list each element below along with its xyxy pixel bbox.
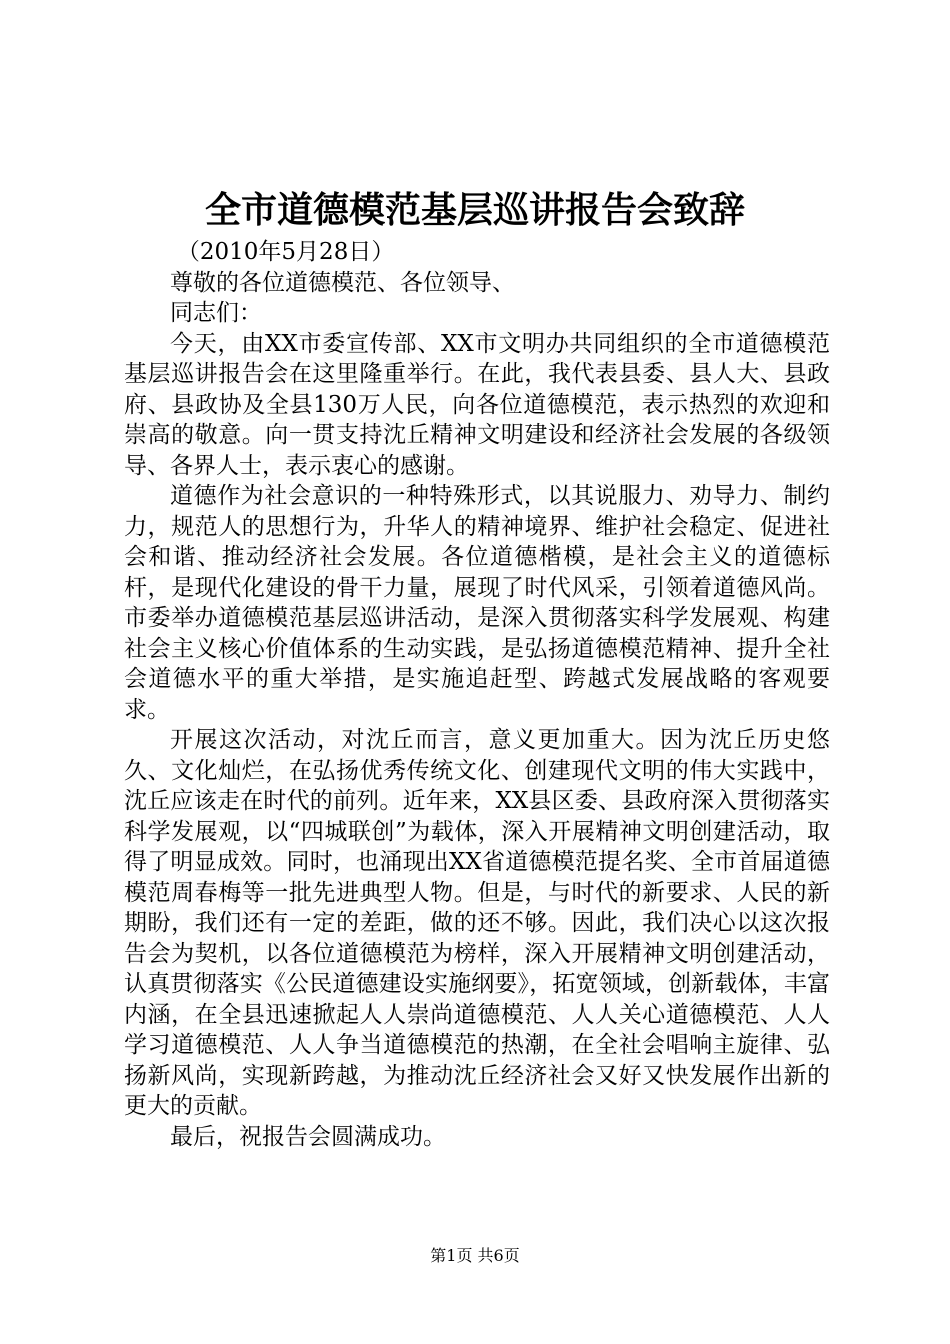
salutation-line-2: 同志们： — [170, 300, 262, 326]
paragraph-1: 今天，由XX市委宣传部、XX市文明办共同组织的全市道德模范基层巡讲报告会在这里隆重举行。在此，我代表县委、县人大、县政府、县政协及全县130万人民，向各位道德模范，表示热烈的欢迎和崇高的敬意。向一贯支持沈丘精神文明建设和经济社会发展的各级领导、各界人士，表示衷心的感谢。 — [124, 330, 830, 479]
paragraph-4: 最后，祝报告会圆满成功。 — [170, 1123, 446, 1150]
paragraph-3: 开展这次活动，对沈丘而言，意义更加重大。因为沈丘历史悠久、文化灿烂，在弘扬优秀传统文化、创建现代文明的伟大实践中，沈丘应该走在时代的前列。近年来，XX县区委、县政府深入贯彻落实科学发展观，以“四城联创”为载体，深入开展精神文明创建活动，取得了明显成效。同时，也涌现出XX省道德模范提名奖、全市首届道德模范周春梅等一批先进典型人物。但是，与时代的新要求、人民的新期盼，我们还有一定的差距，做的还不够。因此，我们决心以这次报告会为契机，以各位道德模范为榜样，深入开展精神文明创建活动，认真贯彻落实《公民道德建设实施纲要》，拓宽领域，创新载体，丰富内涵，在全县迅速掀起人人崇尚道德模范、人人关心道德模范、人人学习道德模范、人人争当道德模范的热潮，在全社会唱响主旋律、弘扬新风尚，实现新跨越，为推动沈丘经济社会又好又快发展作出新的更大的贡献。 — [124, 727, 830, 1119]
paragraph-2: 道德作为社会意识的一种特殊形式，以其说服力、劝导力、制约力，规范人的思想行为，升华人的精神境界、维护社会稳定、促进社会和谐、推动经济社会发展。各位道德楷模，是社会主义的道德标杆，是现代化建设的骨干力量，展现了时代风采，引领着道德风尚。市委举办道德模范基层巡讲活动，是深入贯彻落实科学发展观、构建社会主义核心价值体系的生动实践，是弘扬道德模范精神、提升全社会道德水平的重大举措，是实施追赶型、跨越式发展战略的客观要求。 — [124, 483, 830, 723]
document-date: （2010年5月28日） — [176, 239, 395, 265]
document-body — [124, 237, 830, 1152]
document-title: 全市道德模范基层巡讲报告会致辞 — [204, 189, 745, 231]
page-number: 第1页 共6页 — [430, 1246, 520, 1265]
salutation-line-1: 尊敬的各位道德模范、各位领导、 — [170, 269, 515, 296]
